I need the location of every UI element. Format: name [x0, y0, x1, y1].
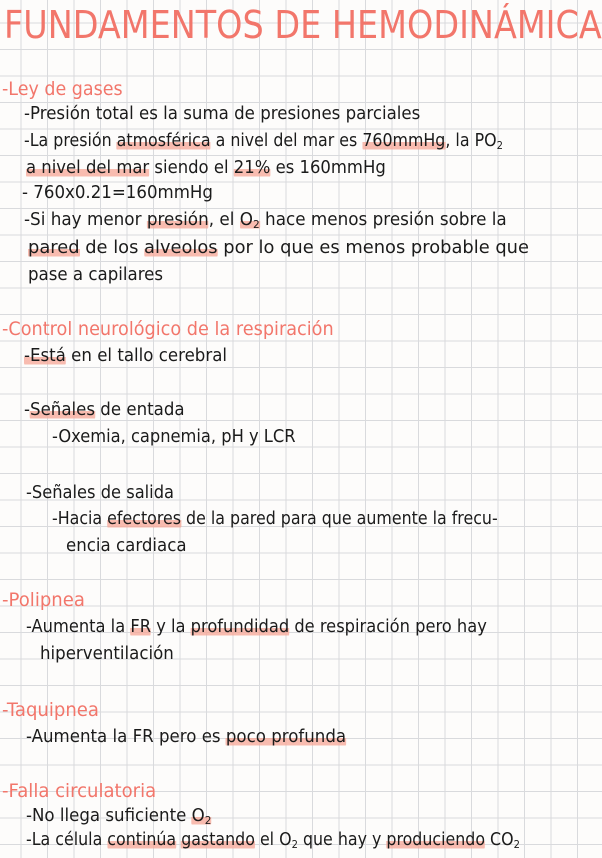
highlight: 760mmHg	[362, 131, 446, 151]
note-line: -Si hay menor presión, el $O_2$ hace menos presión sobre la	[24, 210, 507, 231]
note-line: -Oxemia, capnemia, pH y LCR	[52, 427, 296, 447]
highlight: efectores	[107, 509, 182, 529]
note-line: pared de los alveolos por lo que es menos probable que	[28, 238, 529, 258]
note-line: pase a capilares	[28, 265, 164, 285]
section-heading-control-neurologico: -Control neurológico de la respiración	[2, 318, 334, 340]
note-line: -No llega suficiente $O_2$	[26, 806, 212, 827]
highlight: gastando	[181, 830, 255, 850]
section-heading-taquipnea: -Taquipnea	[2, 699, 99, 721]
section-heading-ley-de-gases: -Ley de gases	[2, 78, 123, 100]
note-line: -Señales de salida	[26, 483, 175, 503]
highlight: 21%	[233, 158, 271, 178]
note-line: -Señales de entada	[24, 400, 185, 420]
section-heading-falla-circulatoria: -Falla circulatoria	[2, 780, 157, 802]
highlight: pared	[28, 238, 80, 258]
note-line: hiperventilación	[40, 644, 174, 664]
highlight: Señales	[30, 400, 96, 420]
note-line: -Presión total es la suma de presiones parciales	[24, 104, 421, 124]
highlight: poco profunda	[225, 727, 347, 747]
highlight: produciendo	[386, 830, 486, 850]
note-line: encia cardiaca	[66, 536, 187, 556]
highlight: profundidad	[190, 617, 290, 637]
highlight: alveolos	[144, 238, 218, 258]
note-line: -Aumenta la FR pero es poco profunda	[26, 727, 347, 747]
highlight: FR	[130, 617, 152, 637]
highlight: $O_2$	[191, 806, 212, 827]
highlight: continúa	[107, 830, 177, 850]
note-line: - 760x0.21=160mmHg	[22, 183, 213, 203]
highlight: -Está	[24, 346, 66, 366]
highlight: presión	[146, 210, 209, 230]
note-line: -Aumenta la FR y la profundidad de respiración pero hay	[26, 617, 487, 637]
section-heading-polipnea: -Polipnea	[2, 589, 85, 611]
page-title: FUNDAMENTOS DE HEMODINÁMICA	[4, 3, 602, 47]
note-line: -La célula continúa gastando el $O_2$ que hay y produciendo $CO_2$	[26, 830, 520, 851]
highlight: a nivel del mar	[26, 158, 150, 178]
highlight: atmosférica	[116, 131, 211, 151]
note-line: a nivel del mar siendo el 21% es 160mmHg	[26, 158, 386, 178]
note-line: -La presión atmosférica a nivel del mar es 760mmHg, la $PO_2$	[24, 131, 503, 152]
note-line: -Hacia efectores de la pared para que aumente la frecu-	[52, 509, 498, 529]
note-line: -Está en el tallo cerebral	[24, 346, 228, 366]
highlight: $O_2$	[239, 210, 260, 231]
